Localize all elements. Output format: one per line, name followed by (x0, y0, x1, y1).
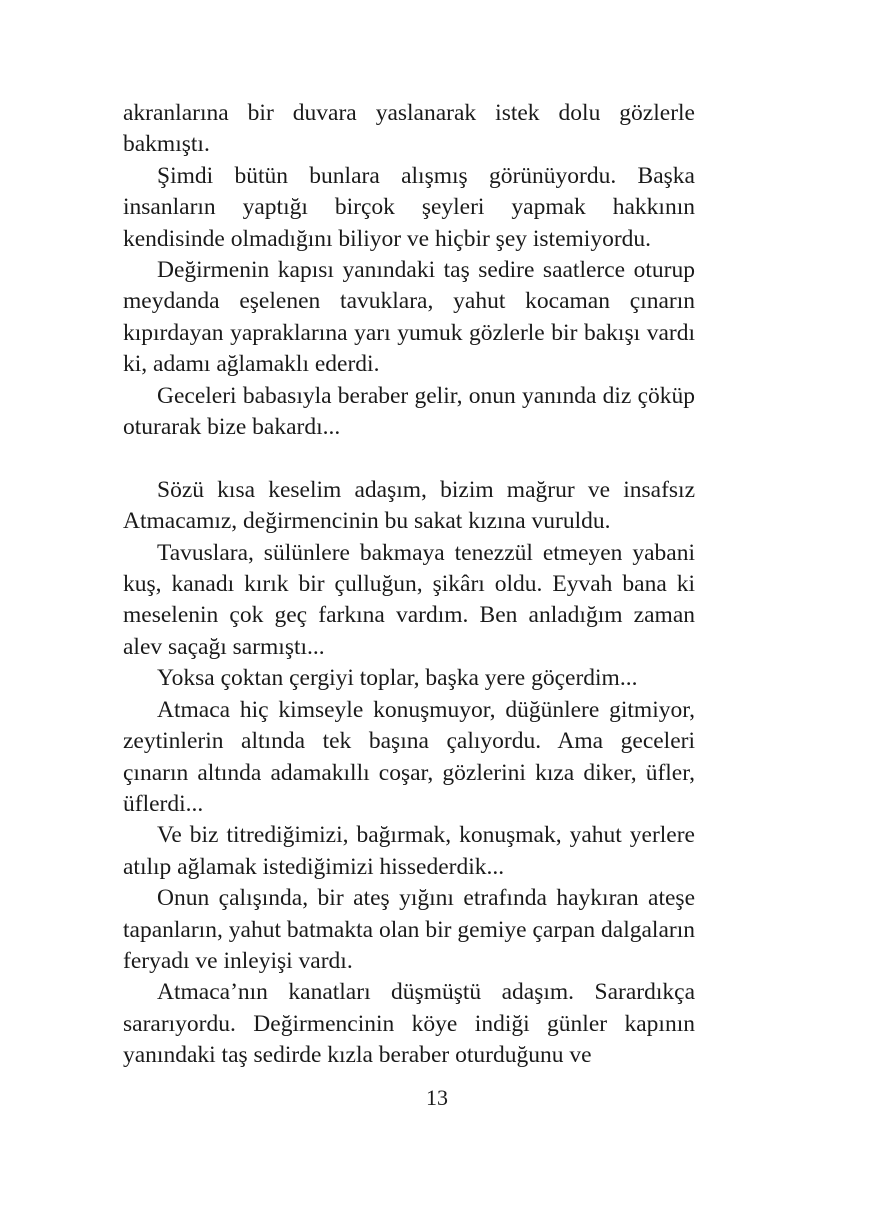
paragraph: Atmaca’nın kanatları düşmüştü adaşım. Sarardıkça sararıyordu. Değirmencinin köye indiği günler kapının yanındaki taş sedirde kızla beraber oturduğunu ve (123, 979, 695, 1069)
paragraph: Tavuslara, sülünlere bakmaya tenezzül etmeyen yabani kuş, kanadı kırık bir çulluğun, şikârı oldu. Eyvah bana ki meselenin çok geç farkına vardım. Ben anladığım zaman alev saçağı sarmıştı... (123, 539, 695, 660)
paragraph: Sözü kısa keselim adaşım, bizim mağrur ve insafsız Atmacamız, değirmencinin bu sakat kızına vuruldu. (123, 476, 695, 535)
paragraph: Değirmenin kapısı yanındaki taş sedire saatlerce oturup meydanda eşelenen tavuklara, yahut kocaman çınarın kıpırdayan yapraklarına yarı yumuk gözlerle bir bakışı vardı ki, adamı ağlamaklı ederdi. (123, 257, 695, 378)
paragraph: Yoksa çoktan çergiyi toplar, başka yere göçerdim... (157, 665, 638, 692)
paragraph: Ve biz titrediğimizi, bağırmak, konuşmak, yahut yerlere atılıp ağlamak istediğimizi hissederdik... (123, 822, 695, 880)
page-body (123, 98, 695, 1072)
page-number: 13 (426, 1085, 448, 1110)
paragraph: akranlarına bir duvara yaslanarak istek dolu gözlerle bakmıştı. (123, 100, 695, 158)
paragraph: Onun çalışında, bir ateş yığını etrafında haykıran ateşe tapanların, yahut batmakta olan bir gemiye çarpan dalgaların feryadı ve inleyişi vardı. (123, 885, 695, 974)
paragraph: Geceleri babasıyla beraber gelir, onun yanında diz çöküp oturarak bize bakardı... (123, 382, 695, 441)
paragraph: Şimdi bütün bunlara alışmış görünüyordu. Başka insanların yaptığı birçok şeyleri yapmak hakkının kendisinde olmadığını biliyor ve hiçbir şey istemiyordu. (123, 162, 695, 252)
paragraph: Atmaca hiç kimseyle konuşmuyor, düğünlere gitmiyor, zeytinlerin altında tek başına çalıyordu. Ama geceleri çınarın altında adamakıllı coşar, gözlerini kıza diker, üfler, üflerdi... (123, 696, 695, 817)
section-break (123, 443, 695, 474)
